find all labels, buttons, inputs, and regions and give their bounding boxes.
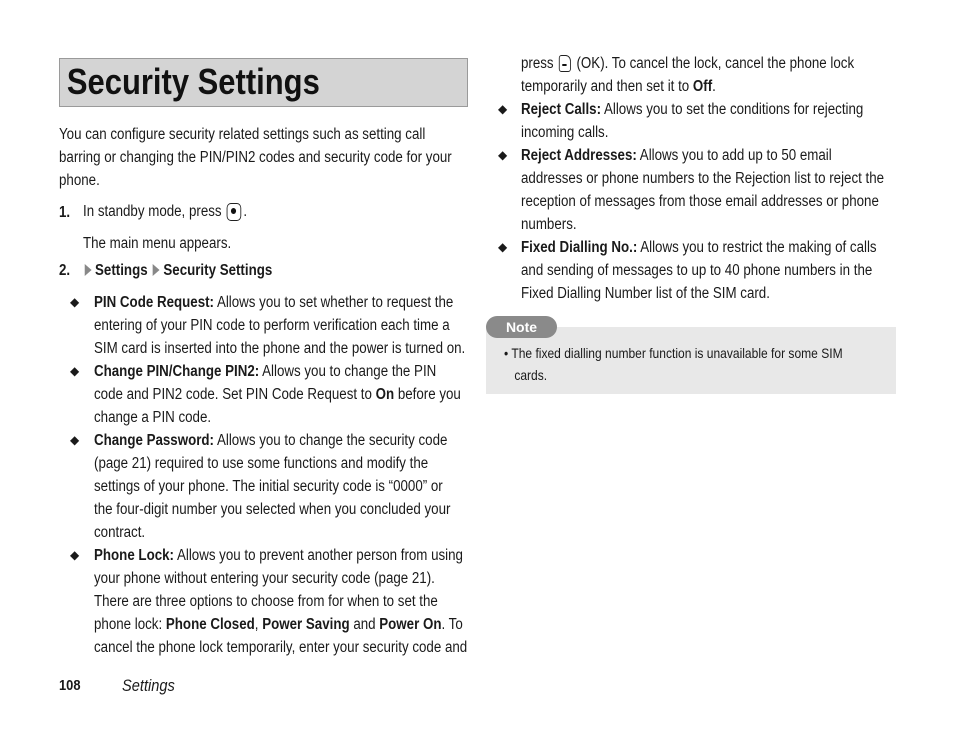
item-text: Fixed Dialling Number list of the SIM card. bbox=[521, 285, 770, 302]
item-text: code and PIN2 code. Set PIN Code Request to bbox=[94, 386, 376, 403]
center-key-icon bbox=[227, 203, 242, 221]
intro-line: barring or changing the PIN/PIN2 codes and security code for your bbox=[59, 149, 452, 166]
item-label: Fixed Dialling No.: bbox=[521, 239, 638, 256]
item-text: Allows you to restrict the making of calls bbox=[640, 239, 877, 256]
step-1-number: 1. bbox=[59, 204, 71, 221]
item-text: change a PIN code. bbox=[94, 409, 212, 426]
item-text: addresses or phone numbers to the Rejection list to reject the bbox=[521, 170, 885, 187]
option-on: On bbox=[375, 386, 395, 403]
item-label: Reject Calls: bbox=[521, 101, 602, 118]
item-text: Allows you to prevent another person from using bbox=[176, 547, 463, 564]
diamond-bullet-icon: ◆ bbox=[70, 433, 80, 447]
option-power-on: Power On bbox=[379, 616, 442, 633]
item-text: incoming calls. bbox=[521, 124, 609, 141]
item-text: There are three options to choose from for when to set the bbox=[94, 593, 438, 610]
option-phone-closed: Phone Closed bbox=[165, 616, 255, 633]
item-text: temporarily and then set it to bbox=[521, 78, 693, 95]
item-text: Allows you to change the PIN bbox=[262, 363, 437, 380]
diamond-bullet-icon: ◆ bbox=[70, 364, 80, 378]
item-text: your phone without entering your security code (page 21). bbox=[94, 570, 435, 587]
diamond-bullet-icon: ◆ bbox=[498, 148, 508, 162]
item-label: Reject Addresses: bbox=[521, 147, 637, 164]
item-text: Allows you to set the conditions for rejecting bbox=[603, 101, 864, 118]
item-text: and sending of messages to up to 40 phone numbers in the bbox=[521, 262, 873, 279]
step-1-period: . bbox=[243, 203, 248, 220]
phone-lock-continuation bbox=[521, 52, 934, 98]
page-title: Security Settings bbox=[66, 61, 320, 102]
item-text: Allows you to add up to 50 email bbox=[639, 147, 832, 164]
item-text: (page 21) required to use some functions and modify the bbox=[94, 455, 429, 472]
item-phone-lock bbox=[94, 544, 507, 659]
step-1-instruction: In standby mode, press bbox=[83, 203, 222, 220]
option-power-saving: Power Saving bbox=[262, 616, 350, 633]
item-text: SIM card is inserted into the phone and the power is turned on. bbox=[94, 340, 466, 357]
item-label: Phone Lock: bbox=[94, 547, 174, 564]
page-number: 108 bbox=[59, 677, 81, 694]
item-label: Change Password: bbox=[94, 432, 214, 449]
intro-line: You can configure security related settings such as setting call bbox=[59, 126, 426, 143]
item-label: Change PIN/Change PIN2: bbox=[94, 363, 260, 380]
diamond-bullet-icon: ◆ bbox=[70, 548, 80, 562]
arrow-right-icon bbox=[153, 264, 160, 276]
item-fixed-dialling bbox=[521, 236, 934, 305]
item-reject-calls bbox=[521, 98, 934, 144]
item-change-password bbox=[94, 429, 507, 544]
step-2-number: 2. bbox=[59, 262, 71, 279]
item-text: reception of messages from those email addresses or phone bbox=[521, 193, 879, 210]
intro-paragraph bbox=[59, 123, 472, 192]
item-text: press bbox=[521, 55, 554, 72]
item-text: (OK). To cancel the lock, cancel the phone lock bbox=[576, 55, 855, 72]
note-badge: Note bbox=[486, 316, 557, 338]
menu-path-security-settings: Security Settings bbox=[163, 262, 273, 279]
item-text: and bbox=[349, 616, 380, 633]
note-text: The fixed dialling number function is unavailable for some SIM bbox=[511, 345, 843, 361]
note-text: cards. bbox=[514, 367, 548, 383]
item-change-pin bbox=[94, 360, 507, 429]
menu-path-settings: Settings bbox=[95, 262, 148, 279]
soft-key-icon bbox=[559, 55, 571, 72]
item-text: the four-digit number you selected when you concluded your bbox=[94, 501, 451, 518]
arrow-right-icon bbox=[85, 264, 92, 276]
item-text: settings of your phone. The initial security code is “0000” or bbox=[94, 478, 443, 495]
item-text: entering of your PIN code to perform verification each time a bbox=[94, 317, 450, 334]
title-bar bbox=[59, 58, 468, 107]
item-text: , bbox=[254, 616, 263, 633]
item-text: Allows you to set whether to request the bbox=[216, 294, 454, 311]
step-1-result: The main menu appears. bbox=[83, 235, 232, 252]
item-label: PIN Code Request: bbox=[94, 294, 214, 311]
item-text: phone lock: bbox=[94, 616, 166, 633]
diamond-bullet-icon: ◆ bbox=[498, 240, 508, 254]
item-pin-code-request bbox=[94, 291, 507, 360]
item-text: . To bbox=[441, 616, 463, 633]
item-text: cancel the phone lock temporarily, enter your security code and bbox=[94, 639, 468, 656]
intro-line: phone. bbox=[59, 172, 100, 189]
item-text: before you bbox=[394, 386, 461, 403]
section-name: Settings bbox=[122, 676, 175, 695]
item-text: numbers. bbox=[521, 216, 577, 233]
item-reject-addresses bbox=[521, 144, 934, 236]
item-text: contract. bbox=[94, 524, 146, 541]
diamond-bullet-icon: ◆ bbox=[498, 102, 508, 116]
option-off: Off bbox=[692, 78, 713, 95]
step-2-path bbox=[83, 259, 496, 282]
item-text: . bbox=[712, 78, 716, 95]
diamond-bullet-icon: ◆ bbox=[70, 295, 80, 309]
item-text: Allows you to change the security code bbox=[216, 432, 448, 449]
note-bullet: • bbox=[504, 345, 509, 361]
step-1-text bbox=[83, 200, 496, 223]
